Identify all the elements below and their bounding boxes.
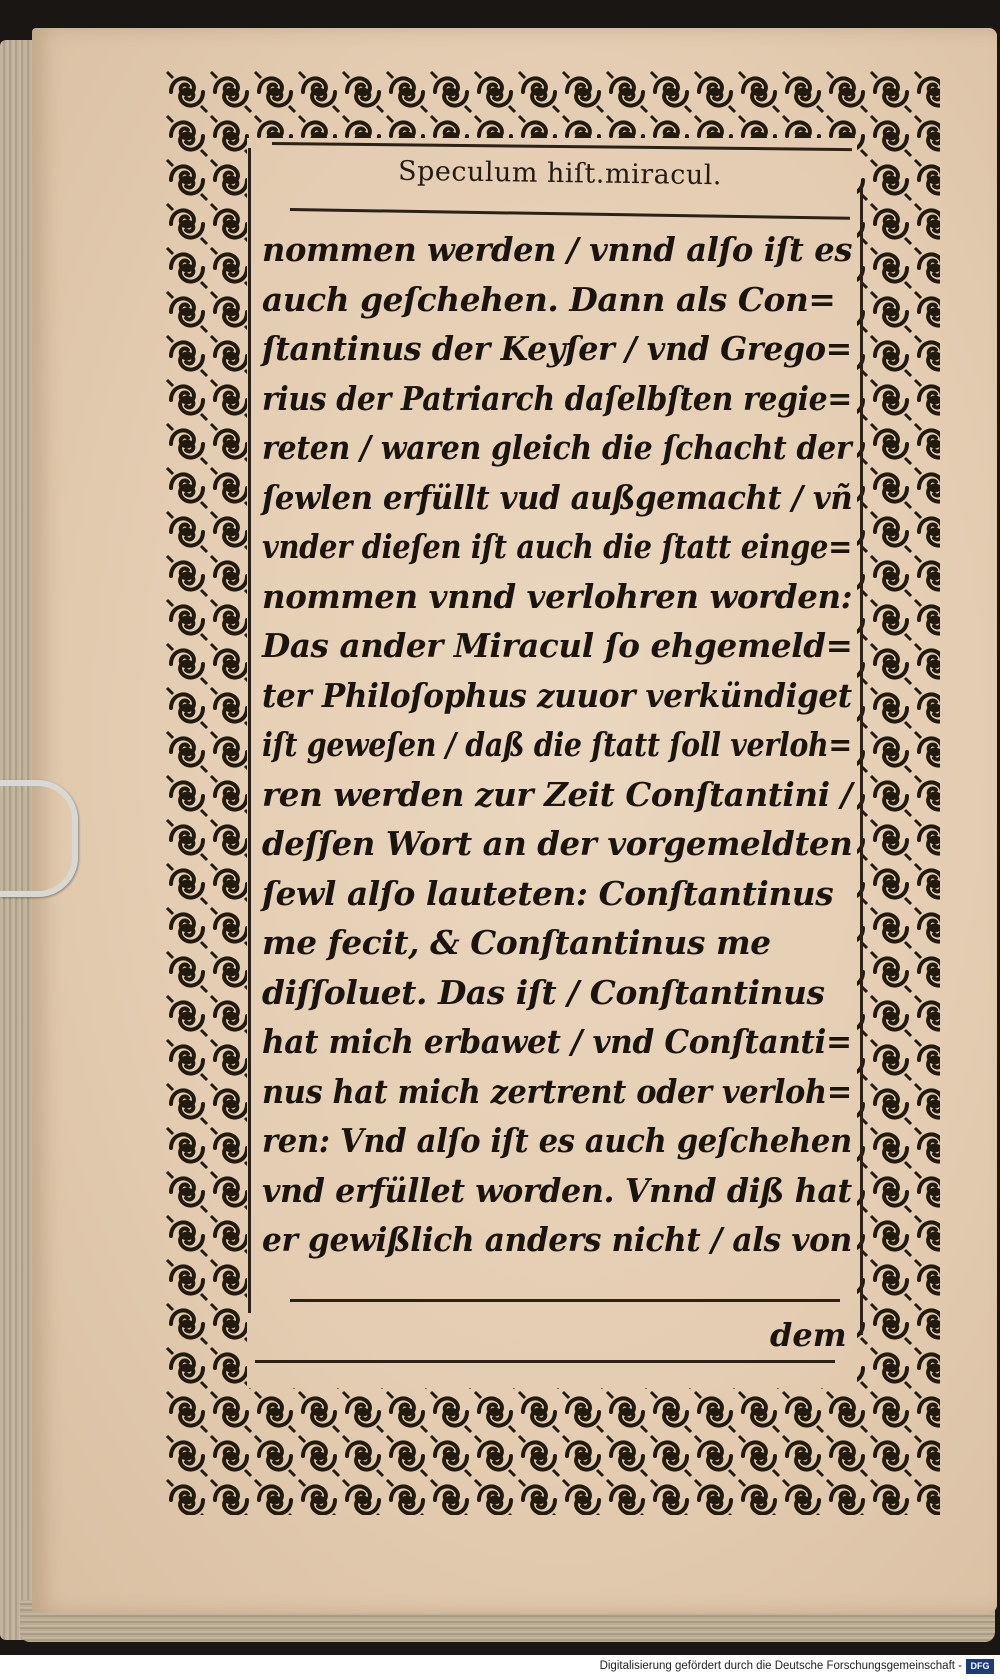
text-line: auch geſchehen. Dann als Con= [262, 279, 836, 319]
text-line: ren: Vnd alſo iſt es auch geſchehen [262, 1121, 852, 1160]
text-line: vnd erfüllet worden. Vnnd diß hat [262, 1170, 852, 1210]
dfg-logo: DFG [966, 1659, 994, 1674]
catchword: dem [770, 1316, 847, 1354]
text-line: vnder dieſen iſt auch die ſtatt einge= [262, 527, 853, 566]
running-head: Speculum hiſt.miracul. [397, 155, 723, 192]
inner-rule-right [860, 185, 863, 1335]
paper-clip [0, 780, 78, 897]
text-line: ren werden zur Zeit Conſtantini / [262, 774, 853, 814]
text-line: diſſoluet. Das iſt / Conſtantinus [262, 972, 825, 1012]
footer-rule-lower [255, 1360, 835, 1363]
text-line: ſewl alſo lauteten: Conſtantinus [262, 873, 834, 913]
text-line: ſtantinus der Keyſer / vnd Grego= [262, 329, 852, 368]
text-line: reten / waren gleich die ſchacht der [262, 428, 852, 467]
text-line: hat mich erbawet / vnd Conſtanti= [262, 1022, 852, 1061]
text-line: nommen vnnd verlohren worden: [262, 576, 853, 616]
text-line: deſſen Wort an der vorgemeldten [262, 824, 853, 863]
text-line: me fecit, & Conſtantinus me [262, 923, 771, 962]
text-line: rius der Patriarch daſelbſten regie= [262, 378, 852, 418]
text-line: Das ander Miracul ſo ehgemeld= [262, 626, 853, 665]
text-line: nommen werden / vnnd alſo iſt es [262, 230, 853, 269]
text-line: ſewlen erfüllt vud außgemacht / vñ [262, 477, 853, 517]
digitization-credit: Digitalisierung gefördert durch die Deutsche Forschungsgemeinschaft - [599, 1660, 962, 1672]
text-line: ter Philoſophus zuuor verkündiget [262, 675, 852, 715]
text-line: iſt geweſen / daß die ſtatt ſoll verloh= [262, 725, 852, 764]
footer-rule-upper [290, 1299, 840, 1302]
body-text [262, 225, 857, 1265]
text-line: er gewißlich anders nicht / als von [262, 1220, 852, 1259]
text-line: nus hat mich zertrent oder verloh= [262, 1071, 852, 1111]
inner-rule-left [248, 148, 251, 1313]
